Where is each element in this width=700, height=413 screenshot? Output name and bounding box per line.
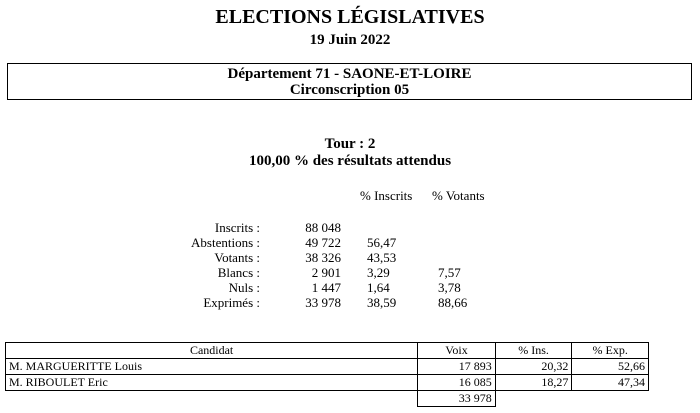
total-voix: 33 978 <box>418 391 496 407</box>
header-pct-ins: % Ins. <box>495 343 572 359</box>
page-title: ELECTIONS LÉGISLATIVES <box>215 6 485 28</box>
stat-value: 38 326 <box>305 250 341 265</box>
stat-label: Blancs : <box>217 265 260 280</box>
stat-pct-votants: 3,78 <box>438 280 461 295</box>
candidate-pct-exp: 47,34 <box>572 375 649 391</box>
table-row <box>6 375 649 391</box>
table-header-row <box>6 343 649 359</box>
stat-pct-inscrits: 56,47 <box>367 235 397 250</box>
candidate-name: M. RIBOULET Eric <box>6 375 418 391</box>
department-name: Département 71 - SAONE-ET-LOIRE <box>227 66 472 82</box>
election-date: 19 Juin 2022 <box>309 32 391 48</box>
stat-value: 33 978 <box>305 295 341 310</box>
department-box <box>7 63 692 100</box>
header-voix: Voix <box>418 343 496 359</box>
candidate-pct-exp: 52,66 <box>572 359 649 375</box>
candidates-table <box>5 342 649 407</box>
results-expected: 100,00 % des résultats attendus <box>248 153 452 169</box>
col-header-votants: % Votants <box>432 188 485 203</box>
circonscription-name: Circonscription 05 <box>289 82 410 98</box>
stat-value: 49 722 <box>305 235 341 250</box>
stat-pct-inscrits: 38,59 <box>367 295 397 310</box>
stat-pct-votants: 7,57 <box>438 265 461 280</box>
stat-value: 88 048 <box>305 220 341 235</box>
stat-value: 1 447 <box>311 280 341 295</box>
header-candidat: Candidat <box>6 343 418 359</box>
header-pct-exp: % Exp. <box>572 343 649 359</box>
candidate-voix: 17 893 <box>418 359 496 375</box>
col-header-inscrits: % Inscrits <box>360 188 413 203</box>
stat-label: Votants : <box>214 250 260 265</box>
stat-pct-inscrits: 3,29 <box>367 265 390 280</box>
stat-pct-inscrits: 43,53 <box>367 250 397 265</box>
candidate-name: M. MARGUERITTE Louis <box>6 359 418 375</box>
candidate-voix: 16 085 <box>418 375 496 391</box>
stat-label: Inscrits : <box>214 220 260 235</box>
total-row <box>6 391 649 407</box>
round-label: Tour : 2 <box>324 136 376 152</box>
stat-value: 2 901 <box>311 265 341 280</box>
table-row <box>6 359 649 375</box>
candidate-pct-ins: 20,32 <box>495 359 572 375</box>
stat-pct-inscrits: 1,64 <box>367 280 390 295</box>
stat-pct-votants: 88,66 <box>438 295 468 310</box>
candidate-pct-ins: 18,27 <box>495 375 572 391</box>
stat-label: Nuls : <box>228 280 260 295</box>
stat-label: Abstentions : <box>191 235 260 250</box>
stat-label: Exprimés : <box>203 295 260 310</box>
